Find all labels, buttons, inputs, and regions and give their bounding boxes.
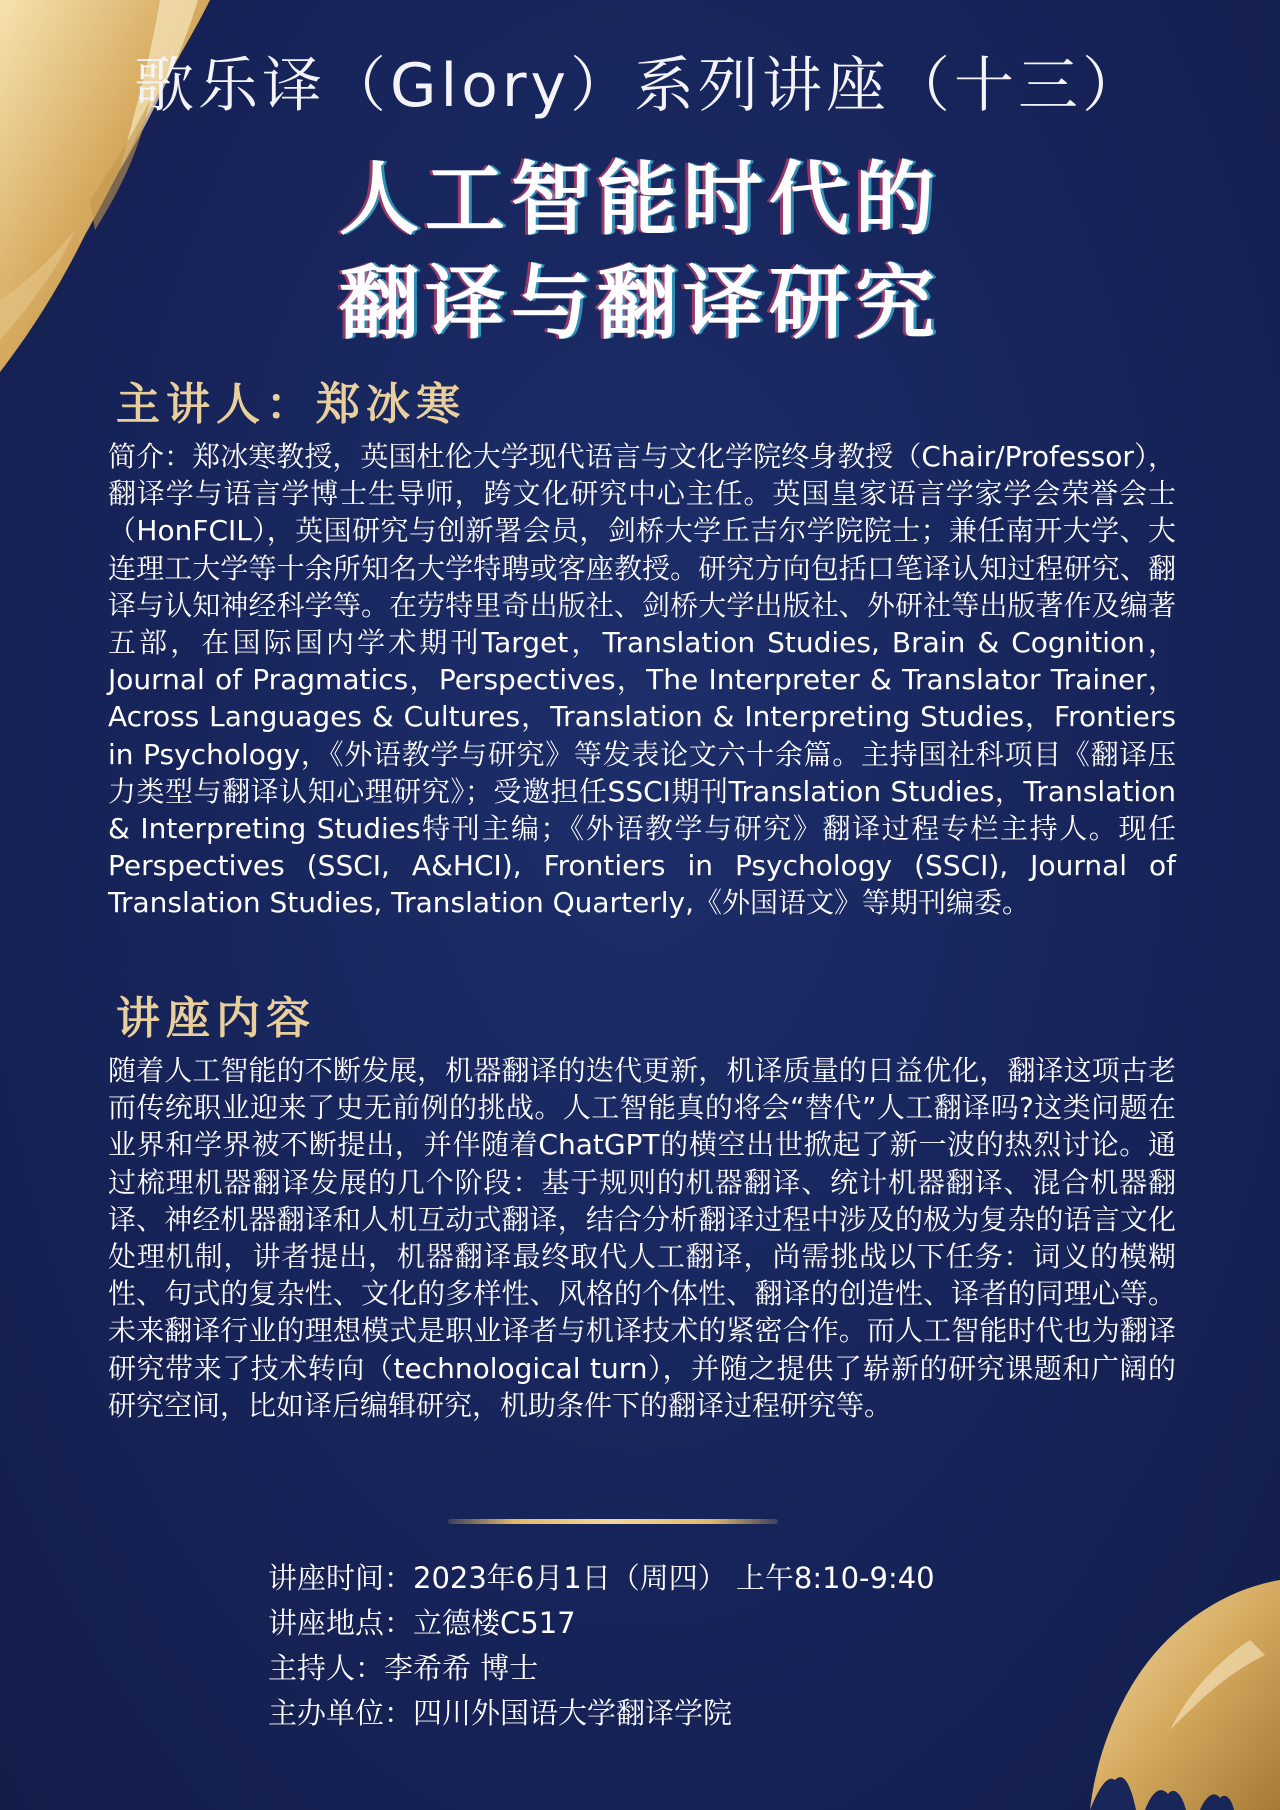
main-title	[0, 148, 1280, 356]
lecture-organizer: 主办单位：四川外国语大学翻译学院	[268, 1696, 733, 1730]
lecture-time: 讲座时间：2023年6月1日（周四） 上午8:10-9:40	[268, 1561, 935, 1595]
lecture-content: 随着人工智能的不断发展，机器翻译的迭代更新，机译质量的日益优化，翻译这项古老而传统职业迎来了史无前例的挑战。人工智能真的将会“替代”人工翻译吗?这类问题在业界和学界被不断提出，并伴随着ChatGPT的横空出世掀起了新一波的热烈讨论。通过梳理机器翻译发展的几个阶段：基于规则的机器翻译、统计机器翻译、混合机器翻译、神经机器翻译和人机互动式翻译，结合分析翻译过程中涉及的极为复杂的语言文化处理机制，讲者提出，机器翻译最终取代人工翻译，尚需挑战以下任务：词义的模糊性、句式的复杂性、文化的多样性、风格的个体性、翻译的创造性、译者的同理心等。未来翻译行业的理想模式是职业译者与机译技术的紧密合作。而人工智能时代也为翻译研究带来了技术转向（technological turn），并随之提供了崭新的研究课题和广阔的研究空间，比如译后编辑研究，机助条件下的翻译过程研究等。	[108, 1054, 1176, 1422]
gold-brush-stroke-bottom-right	[1050, 1580, 1280, 1810]
series-title: 歌乐译（Glory）系列讲座（十三）	[133, 51, 1147, 121]
main-title-line-2: 翻译与翻译研究	[339, 257, 941, 350]
lecture-host: 主持人：李希希 博士	[268, 1651, 539, 1685]
lecture-location: 讲座地点：立德楼C517	[268, 1606, 576, 1640]
lecture-content-heading: 讲座内容	[116, 993, 316, 1044]
main-title-line-1: 人工智能时代的	[339, 153, 941, 246]
speaker-bio: 简介：郑冰寒教授，英国杜伦大学现代语言与文化学院终身教授（Chair/Professor），翻译学与语言学博士生导师，跨文化研究中心主任。英国皇家语言学家学会荣誉会士（HonFCIL），英国研究与创新署会员，剑桥大学丘吉尔学院院士；兼任南开大学、大连理工大学等十余所知名大学特聘或客座教授。研究方向包括口笔译认知过程研究、翻译与认知神经科学等。在劳特里奇出版社、剑桥大学出版社、外研社等出版著作及编著五部，在国际国内学术期刊Target，Translation Studies, Brain & Cognition，Journal of Pragmatics，Perspectives，The Interpreter & Translator Trainer，Across Languages & Cultures，Translation & Interpreting Studies，Frontiers in Psychology，《外语教学与研究》等发表论文六十余篇。主持国社科项目《翻译压力类型与翻译认知心理研究》；受邀担任SSCI期刊Translation Studies，Translation & Interpreting Studies特刊主编；《外语教学与研究》翻译过程专栏主持人。现任Perspectives (SSCI, A&HCI), Frontiers in Psychology (SSCI), Journal of Translation Studies, Translation Quarterly,《外国语文》等期刊编委。	[108, 440, 1176, 920]
gold-divider	[448, 1519, 778, 1524]
speaker-heading: 主讲人：郑冰寒	[116, 379, 466, 430]
